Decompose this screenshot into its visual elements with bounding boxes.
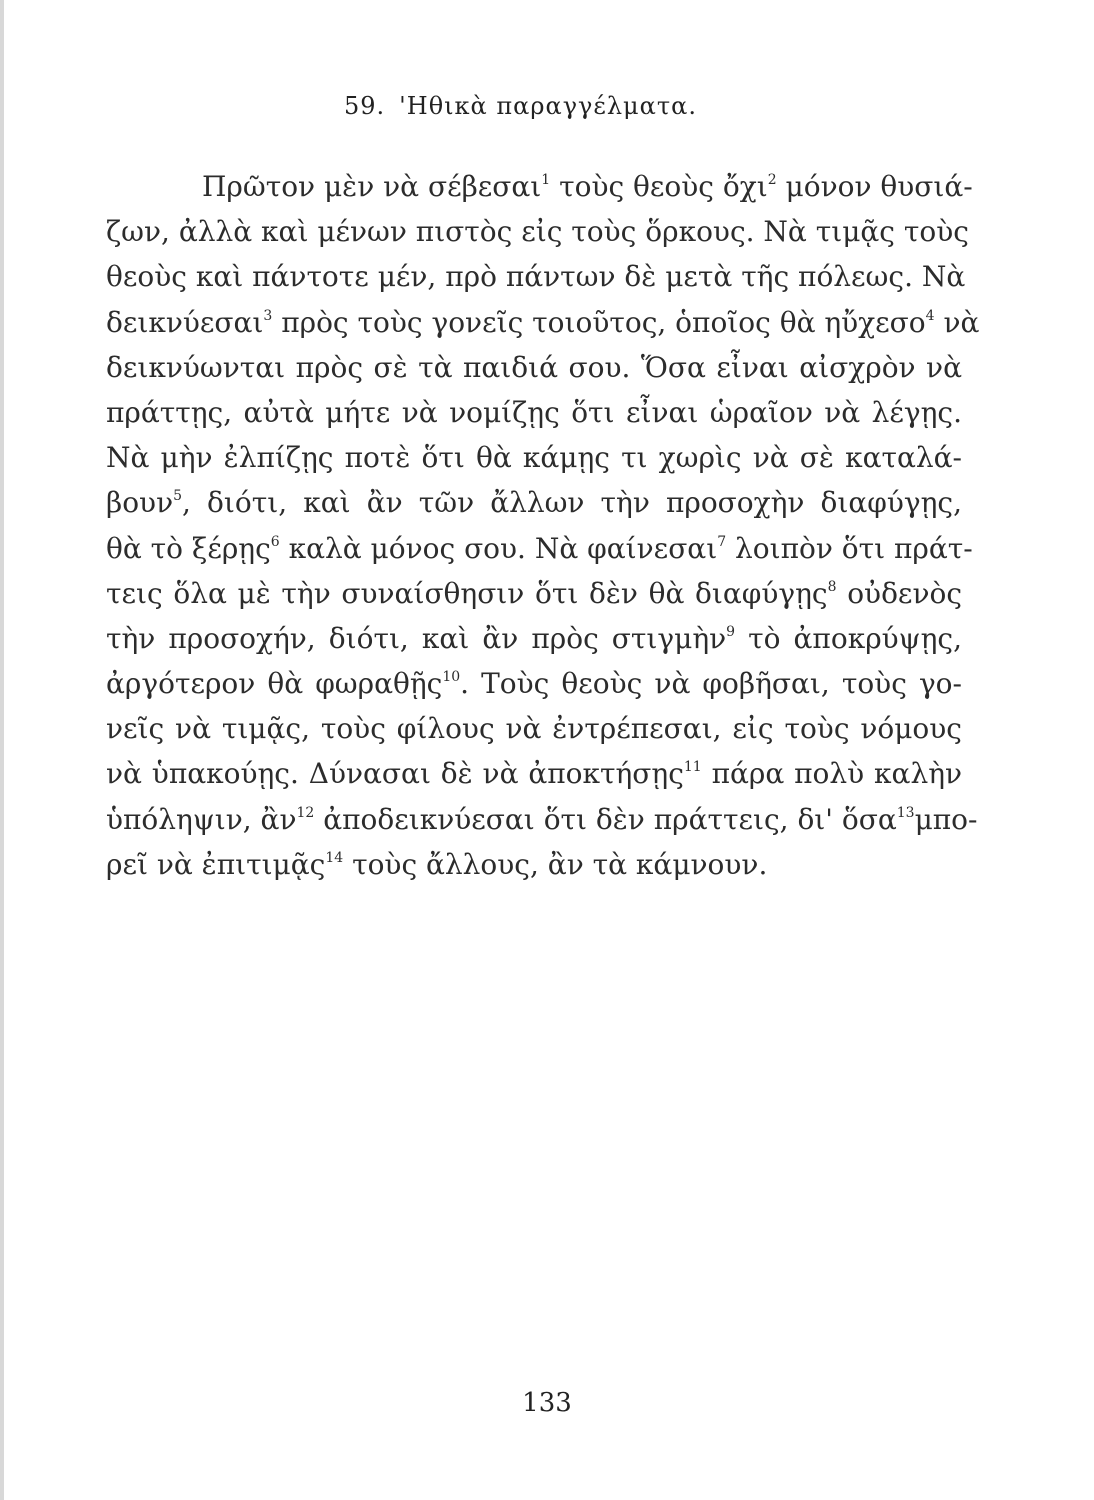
footnote-marker: 2 xyxy=(767,172,777,188)
text-segment: Πρῶτον μὲν νὰ σέβεσαι xyxy=(202,170,542,203)
text-segment: οὐδενὸς xyxy=(836,576,962,610)
text-segment: μπο- xyxy=(914,802,978,836)
text-segment: νὰ ὑπακούῃς. Δύνασαι δὲ νὰ ἀποκτήσῃς xyxy=(106,757,684,791)
text-segment: νὰ xyxy=(934,305,980,339)
text-segment: καλὰ μόνος σου. Νὰ φαίνεσαι xyxy=(279,531,718,565)
text-segment: ρεῖ νὰ ἐπιτιμᾷς xyxy=(106,847,326,881)
footnote-marker: 11 xyxy=(683,759,702,776)
text-segment: νεῖς νὰ τιμᾷς, τοὺς φίλους νὰ ἐντρέπεσαι, εἰς τοὺς νόμους xyxy=(106,712,962,746)
body-paragraph xyxy=(106,164,980,887)
text-segment: ζων, ἀλλὰ καὶ μένων πιστὸς εἰς τοὺς ὅρκους. Νὰ τιμᾷς τοὺς xyxy=(106,215,969,249)
text-segment: τεις ὅλα μὲ τὴν συναίσθησιν ὅτι δὲν θὰ διαφύγῃς xyxy=(106,576,828,610)
text-line xyxy=(106,797,978,842)
text-line xyxy=(106,345,962,390)
text-line xyxy=(106,526,973,571)
section-title: 'Ηθικὰ παραγγέλματα. xyxy=(399,92,697,120)
footnote-marker: 4 xyxy=(925,307,935,324)
footnote-marker: 13 xyxy=(896,804,915,821)
text-segment: τοὺς ἄλλους, ἂν τὰ κάμνουν. xyxy=(343,847,768,881)
text-segment: τὴν προσοχήν, διότι, καὶ ἂν πρὸς στιγμὴν xyxy=(106,621,727,655)
footnote-marker: 12 xyxy=(296,804,315,821)
text-line xyxy=(106,300,980,345)
text-segment: πράττῃς, αὐτὰ μήτε νὰ νομίζῃς ὅτι εἶναι ὡραῖον νὰ λέγῃς. xyxy=(106,395,962,429)
text-segment: θεοὺς καὶ πάντοτε μέν, πρὸ πάντων δὲ μετὰ τῆς πόλεως. Νὰ xyxy=(106,260,966,294)
text-segment: τὸ ἀποκρύψῃς, xyxy=(735,621,962,655)
text-line xyxy=(106,164,973,209)
footnote-marker: 3 xyxy=(263,307,273,324)
text-segment: μόνον θυσιά- xyxy=(776,170,973,203)
text-segment: Νὰ μὴν ἐλπίζῃς ποτὲ ὅτι θὰ κάμῃς τι χωρὶς νὰ σὲ καταλά- xyxy=(106,441,962,475)
text-line xyxy=(106,616,962,661)
footnote-marker: 14 xyxy=(325,849,344,866)
text-line xyxy=(106,751,962,796)
footnote-marker: 8 xyxy=(827,578,837,595)
text-segment: πρὸς τοὺς γονεῖς τοιοῦτος, ὁποῖος θὰ ηὔχεσο xyxy=(272,305,926,339)
footnote-marker: 7 xyxy=(717,533,727,550)
text-segment: δεικνύεσαι xyxy=(106,305,264,339)
text-segment: θὰ τὸ ξέρῃς xyxy=(106,531,271,565)
footnote-marker: 1 xyxy=(541,172,551,188)
text-segment: πάρα πολὺ καλὴν xyxy=(701,757,962,791)
text-segment: . Τοὺς θεοὺς νὰ φοβῆσαι, τοὺς γο- xyxy=(460,667,962,701)
text-segment: , διότι, καὶ ἂν τῶν ἄλλων τὴν προσοχὴν διαφύγῃς, xyxy=(182,486,962,520)
section-number: 59. xyxy=(344,92,386,120)
text-line xyxy=(106,706,962,751)
page-number: 133 xyxy=(522,1388,572,1418)
footnote-marker: 6 xyxy=(270,533,280,550)
text-segment: ὑπόληψιν, ἂν xyxy=(106,802,297,836)
text-segment: λοιπὸν ὅτι πράτ- xyxy=(726,531,973,565)
text-line xyxy=(106,842,962,887)
page-edge xyxy=(0,0,4,1500)
text-line xyxy=(106,435,962,480)
footnote-marker: 5 xyxy=(173,488,183,505)
text-line xyxy=(106,390,962,435)
text-segment: δεικνύωνται πρὸς σὲ τὰ παιδιά σου. Ὅσα εἶναι αἰσχρὸν νὰ xyxy=(106,350,962,384)
text-line xyxy=(106,480,962,525)
text-segment: ἀποδεικνύεσαι ὅτι δὲν πράττεις, δι' ὅσα xyxy=(314,802,897,836)
section-heading xyxy=(344,92,697,120)
text-segment: ἀργότερον θὰ φωραθῇς xyxy=(106,667,443,701)
text-segment: τοὺς θεοὺς ὄχι xyxy=(550,170,768,203)
footnote-marker: 9 xyxy=(726,623,736,640)
footnote-marker: 10 xyxy=(442,669,461,686)
text-line xyxy=(106,661,962,706)
text-line xyxy=(106,254,966,299)
text-line xyxy=(106,571,962,616)
text-line xyxy=(106,209,969,254)
text-segment: βουν xyxy=(106,486,174,520)
